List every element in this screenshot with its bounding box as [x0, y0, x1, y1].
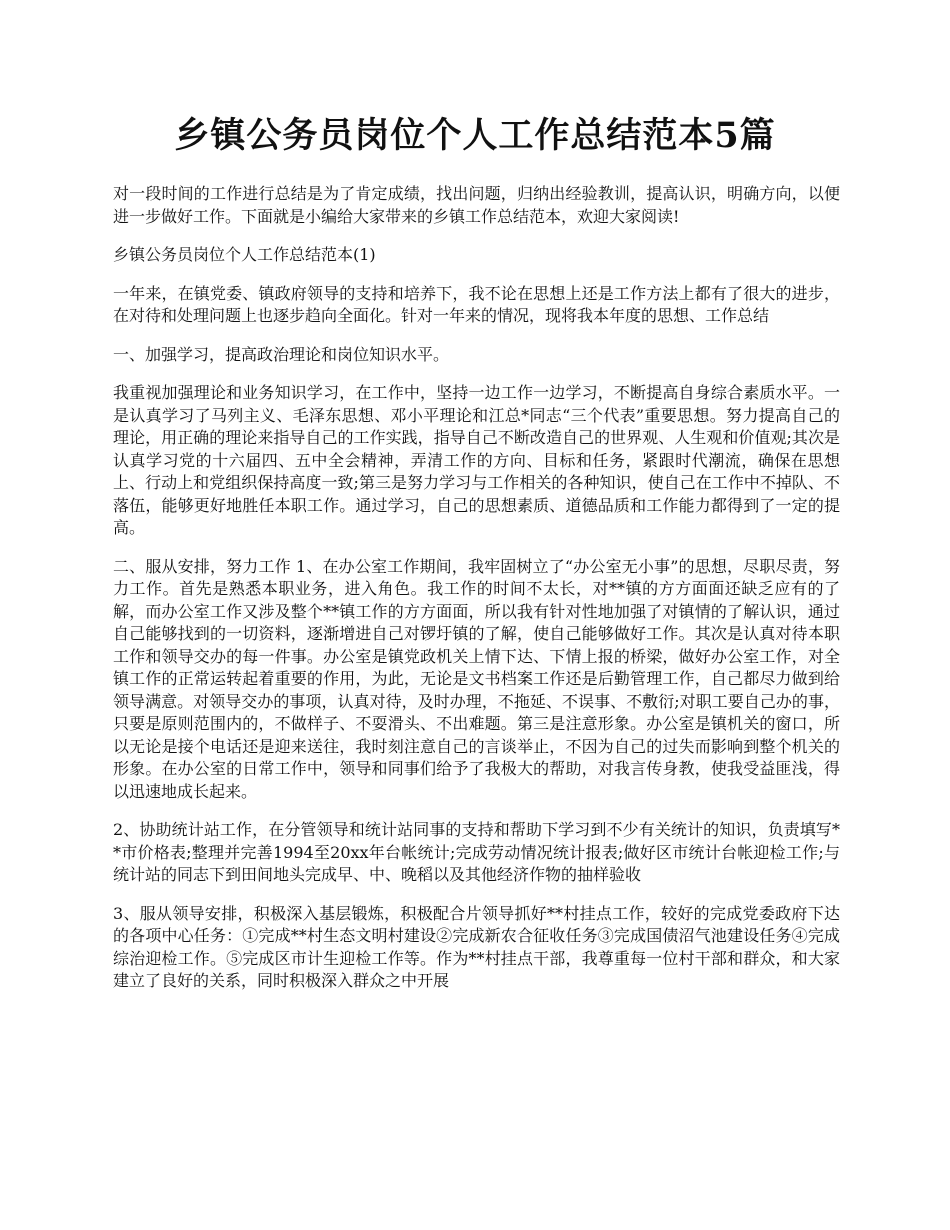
- body-paragraph: 一年来，在镇党委、镇政府领导的支持和培养下，我不论在思想上还是工作方法上都有了很大的进步，在对待和处理问题上也逐步趋向全面化。针对一年来的情况，现将我本年度的思想、工作总结: [113, 283, 840, 325]
- body-paragraph: 二、服从安排，努力工作 1、在办公室工作期间，我牢固树立了“办公室无小事”的思想，尽职尽责，努力工作。首先是熟悉本职业务，进入角色。我工作的时间不太长，对**镇的方方面面还缺乏应有的了解，而办公室工作又涉及整个**镇工作的方方面面，所以我有针对性地加强了对镇情的了解认识，通过自己能够找到的一切资料，逐渐增进自己对锣圩镇的了解，使自己能够做好工作。其次是认真对待本职工作和领导交办的每一件事。办公室是镇党政机关上情下达、下情上报的桥梁，做好办公室工作，对全镇工作的正常运转起着重要的作用，为此，无论是文书档案工作还是后勤管理工作，自己都尽力做到给领导满意。对领导交办的事项，认真对待，及时办理，不拖延、不误事、不敷衍;对职工要自己办的事，只要是原则范围内的，不做样子、不耍滑头、不出难题。第三是注意形象。办公室是镇机关的窗口，所以无论是接个电话还是迎来送往，我时刻注意自己的言谈举止，不因为自己的过失而影响到整个机关的形象。在办公室的日常工作中，领导和同事们给予了我极大的帮助，对我言传身教，使我受益匪浅，得以迅速地成长起来。: [113, 556, 840, 801]
- body-paragraph: 2、协助统计站工作，在分管领导和统计站同事的支持和帮助下学习到不少有关统计的知识，负责填写**市价格表;整理并完善1994至20xx年台帐统计;完成劳动情况统计报表;做好区市统计台帐迎检工作;与统计站的同志下到田间地头完成早、中、晚稻以及其他经济作物的抽样验收: [113, 820, 840, 884]
- body-paragraph: 3、服从领导安排，积极深入基层锻炼，积极配合片领导抓好**村挂点工作，较好的完成党委政府下达的各项中心任务：①完成**村生态文明村建设②完成新农合征收任务③完成国债沼气池建设任务④完成综治迎检工作。⑤完成区市计生迎检工作等。作为**村挂点干部，我尊重每一位村干部和群众，和大家建立了良好的关系，同时积极深入群众之中开展: [113, 903, 840, 990]
- document-title: 乡镇公务员岗位个人工作总结范本5篇: [174, 115, 776, 156]
- document-body: [113, 183, 840, 1009]
- section-heading: 乡镇公务员岗位个人工作总结范本(1): [113, 245, 376, 264]
- subsection-heading: 一、加强学习，提高政治理论和岗位知识水平。: [113, 344, 450, 364]
- intro-paragraph: 对一段时间的工作进行总结是为了肯定成绩，找出问题，归纳出经验教训，提高认识，明确方向，以便进一步做好工作。下面就是小编给大家带来的乡镇工作总结范本，欢迎大家阅读!: [113, 184, 840, 226]
- body-paragraph: 我重视加强理论和业务知识学习，在工作中，坚持一边工作一边学习，不断提高自身综合素质水平。一是认真学习了马列主义、毛泽东思想、邓小平理论和江总*同志“三个代表”重要思想。努力提高自己的理论，用正确的理论来指导自己的工作实践，指导自己不断改造自己的世界观、人生观和价值观;其次是认真学习党的十六届四、五中全会精神，弄清工作的方向、目标和任务，紧跟时代潮流，确保在思想上、行动上和党组织保持高度一致;第三是努力学习与工作相关的各种知识，使自己在工作中不掉队、不落伍，能够更好地胜任本职工作。通过学习，自己的思想素质、道德品质和工作能力都得到了一定的提高。: [113, 383, 840, 537]
